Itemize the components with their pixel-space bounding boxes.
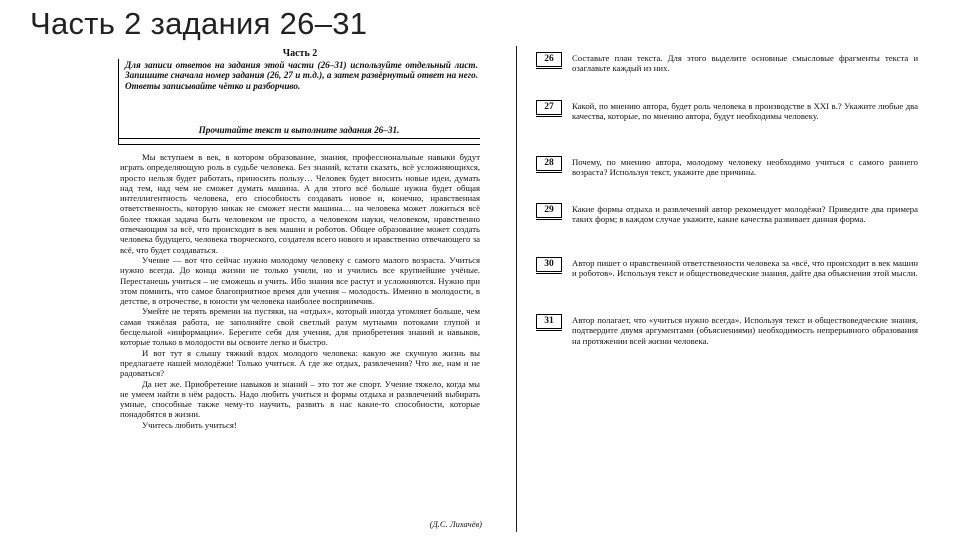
passage-paragraph: Умейте не терять времени на пустяки, на «отдых», который иногда утомляет больше, чем самая тяжёлая работа, не заполняйте свой светлый разум мутными потоками глупой и бесцельной «информации». Берегите себя для учения, для приобретения знаний и навыков, которые только в молодости вы освоите легко и быстро. [120,306,480,348]
task-text: Какой, по мнению автора, будет роль человека в производстве в XXI в.? Укажите любые два качества, которые, по мнению автора, будут необходимы человеку. [572,101,918,122]
task-number: 29 [536,203,562,218]
passage-paragraph: Учение — вот что сейчас нужно молодому человеку с самого малого возраста. Учиться нужно всегда. До конца жизни не только учили, но и учились все крупнейшие учёные. Перестанешь учиться – не сможешь и учить. Ибо знания все растут и усложняются. Нужно при этом помнить, что самое благоприятное время для учения – молодость. Именно в молодости, в детстве, в отрочестве, в юности ум человека наиболее восприимчив. [120,254,480,307]
passage-paragraph: И вот тут я слышу тяжкий вздох молодого человека: какую же скучную жизнь вы предлагаете нашей молодёжи! Только учиться. А где же отдых, развлечения? Что же, нам и не радоваться? [120,347,480,379]
task-number: 31 [536,314,562,329]
read-task-heading: Прочитайте текст и выполните задания 26–31. [118,125,480,139]
instructions-box: Для записи ответов на задания этой части (26–31) используйте отдельный лист. Запишите сначала номер задания (26, 27 и т.д.), а затем развёрнутый ответ на него. Ответы записывайте чётко и разборчиво. [118,59,480,145]
author-attribution: (Д.С. Лихачёв) [429,519,482,529]
passage-paragraph: Мы вступаем в век, в котором образование, знания, профессиональные навыки будут играть определяющую роль в судьбе человека. Без знаний, кстати сказать, всё усложняющихся, просто нельзя будет работать, приносить пользу… Человек будет вносить новые идеи, думать над тем, над чем не сможет думать машина. А для этого всё больше нужна будет общая интеллигентность человека, его способность создавать новое и, конечно, нравственная ответственность, которую никак не сможет нести машина… на человека может ложиться всё более тяжкая задача быть человеком не просто, а человеком науки, человеком, нравственно отвечающим за всё, что происходит в век машин и роботов. Общее образование может создать человека будущего, человека творческого, создателя всего нового и нравственно отвечающего за всё, что будет создаваться. [120,152,480,255]
task-text: Какие формы отдыха и развлечений автор рекомендует молодёжи? Приведите два примера таких форм; в каждом случае укажите, какие качества развивает данная форма. [572,204,918,225]
task-text: Автор полагает, что «учиться нужно всегда». Используя текст и обществоведческие знания, подтвердите двумя аргументами (объяснениями) необходимость непрерывного образования на протяжении всей жизни человека. [572,315,918,346]
task-number: 30 [536,257,562,272]
part-heading: Часть 2 [282,48,318,59]
page-divider [516,46,517,532]
task-number: 28 [536,156,562,171]
passage-paragraph: Да нет же. Приобретение навыков и знаний – это тот же спорт. Учение тяжело, когда мы не умеем найти в нём радость. Надо любить учиться и формы отдыха и развлечений выбирать умные, способные также чему-то научить, развить в нас какие-то способности, которые понадобятся в жизни. [120,378,480,420]
task-number: 26 [536,52,562,67]
passage-paragraph: Учитесь любить учиться! [142,419,237,430]
task-text: Автор пишет о нравственной ответственности человека за «всё, что происходит в век машин и роботов». Используя текст и обществоведческие знания, дайте два объяснения этой мысли. [572,258,918,279]
exam-text-page [112,42,488,532]
task-text: Составьте план текста. Для этого выделите основные смысловые фрагменты текста и озаглавьте каждый из них. [572,53,918,74]
task-number: 27 [536,100,562,115]
slide-title: Часть 2 задания 26–31 [30,6,368,41]
task-text: Почему, по мнению автора, молодому человеку необходимо учиться с самого раннего возраста? Используя текст, укажите две причины. [572,157,918,178]
reading-passage [120,152,480,430]
